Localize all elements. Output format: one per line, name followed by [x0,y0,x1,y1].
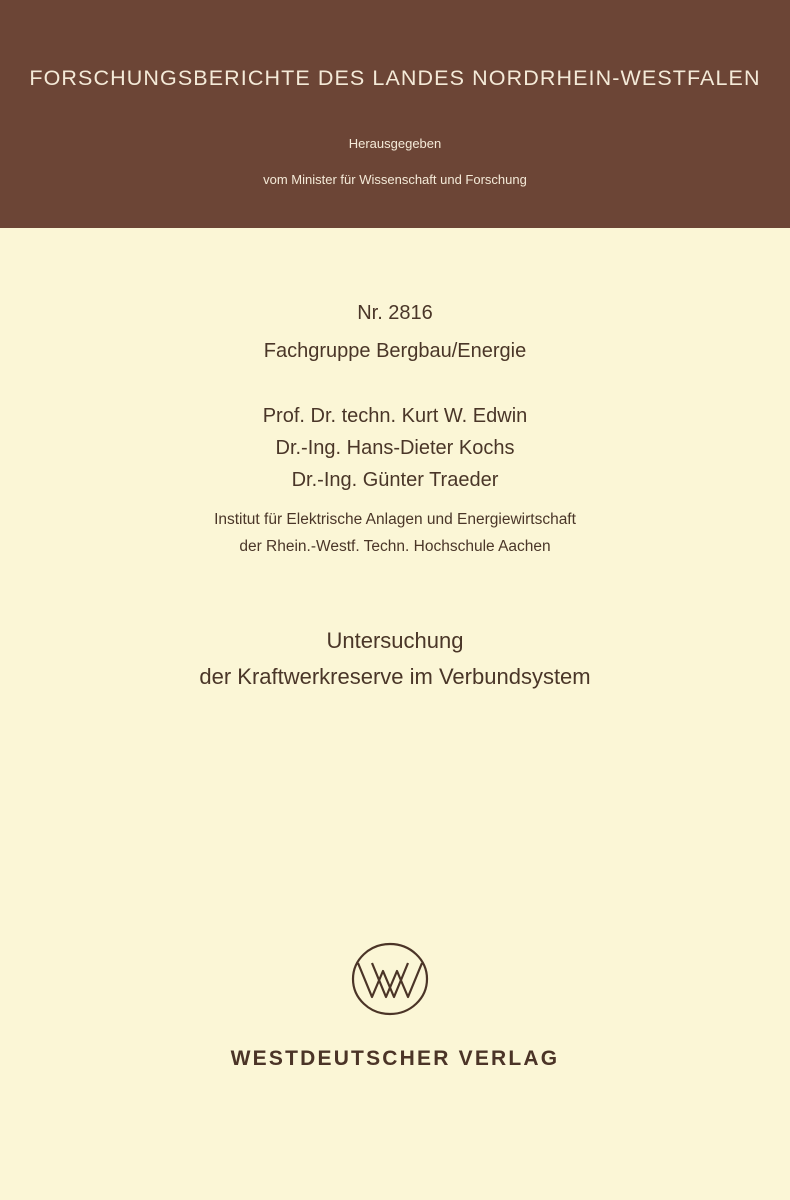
series-header-band [0,0,790,228]
subject-group: Fachgruppe Bergbau/Energie [263,340,527,362]
author-2: Dr.-Ing. Hans-Dieter Kochs [275,437,515,459]
publisher-name: WESTDEUTSCHER VERLAG [230,1047,560,1070]
institute-line-1: Institut für Elektrische Anlagen und Energiewirtschaft [214,511,576,528]
editor-line-2: vom Minister für Wissenschaft und Forschung [263,172,527,187]
institute-line-2: der Rhein.-Westf. Techn. Hochschule Aachen [239,538,551,555]
author-3: Dr.-Ing. Günter Traeder [291,469,499,491]
book-title-line-1: Untersuchung [326,628,464,653]
editor-line-1: Herausgegeben [348,136,442,151]
author-1: Prof. Dr. techn. Kurt W. Edwin [262,405,528,427]
series-title: FORSCHUNGSBERICHTE DES LANDES NORDRHEIN-WESTFALEN [29,66,761,90]
report-number: Nr. 2816 [357,302,433,324]
book-title-line-2: der Kraftwerkreserve im Verbundsystem [199,664,591,689]
publisher-logo-icon [350,941,430,1017]
